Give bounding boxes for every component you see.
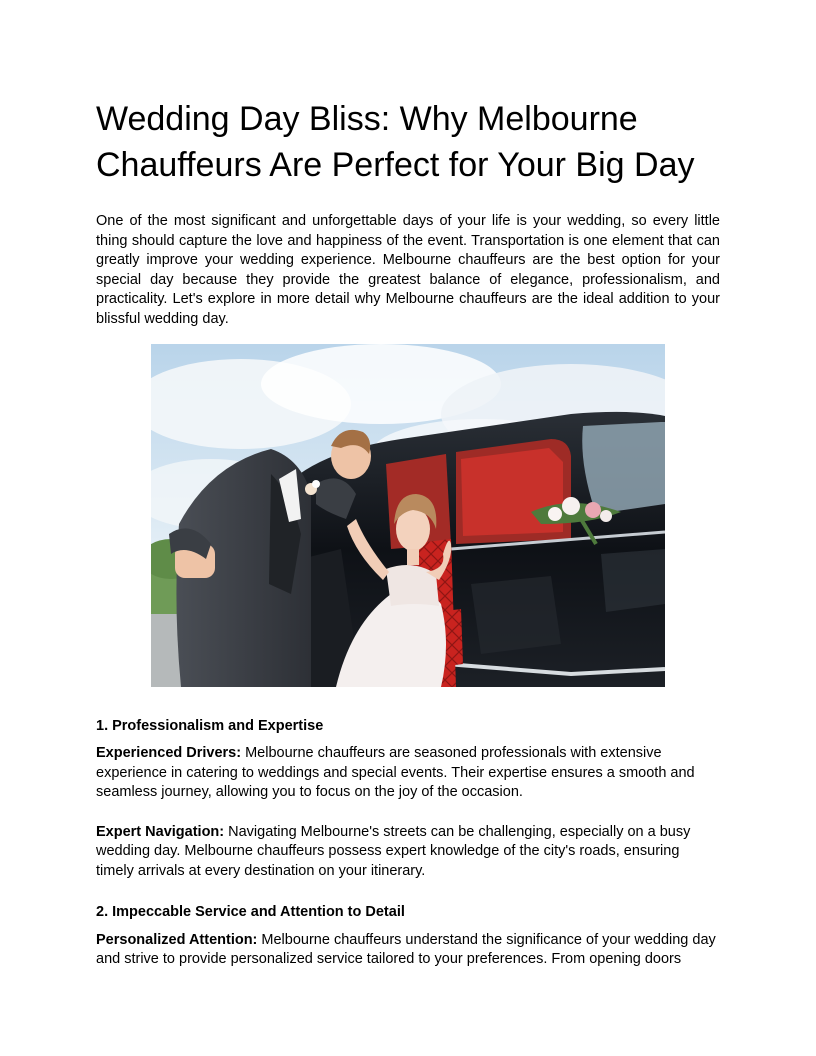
section-heading-professionalism: 1. Professionalism and Expertise — [96, 717, 324, 734]
paragraph-text: Melbourne chauffeurs understand the significance of your wedding day and strive to provide personalized service tailored to your preferences. From opening doors — [96, 931, 716, 967]
page-title: Wedding Day Bliss: Why Melbourne Chauffeurs Are Perfect for Your Big Day — [96, 100, 695, 184]
document-page — [96, 96, 720, 970]
intro-paragraph: One of the most significant and unforgettable days of your life is your wedding, so every little thing should capture the love and happiness of the event. Transportation is one element that can greatly improve your wedding experience. Melbourne chauffeurs are the best option for your special day because they provide the greatest balance of elegance, professionalism, and practicality. Let's explore in more detail why Melbourne chauffeurs are the ideal addition to your blissful wedding day. — [96, 213, 720, 327]
paragraph-expert-navigation — [96, 823, 720, 882]
paragraph-label: Expert Navigation: — [96, 823, 225, 840]
paragraph-text: Melbourne chauffeurs are seasoned professionals with extensive experience in catering to weddings and special events. Their expertise ensures a smooth and seamless journey, allowing you to focus on the joy of the occasion. — [96, 745, 695, 800]
paragraph-text: Navigating Melbourne's streets can be challenging, especially on a busy wedding day. Melbourne chauffeurs possess expert knowledge of the city's roads, ensuring timely arrivals at every destination on your itinerary. — [96, 823, 691, 879]
paragraph-label: Personalized Attention: — [96, 931, 258, 948]
wedding-photo — [151, 344, 665, 687]
paragraph-label: Experienced Drivers: — [96, 745, 242, 761]
section-heading-service: 2. Impeccable Service and Attention to Detail — [96, 904, 405, 920]
paragraph-personalized-attention — [96, 931, 720, 970]
paragraph-experienced-drivers — [96, 744, 720, 803]
